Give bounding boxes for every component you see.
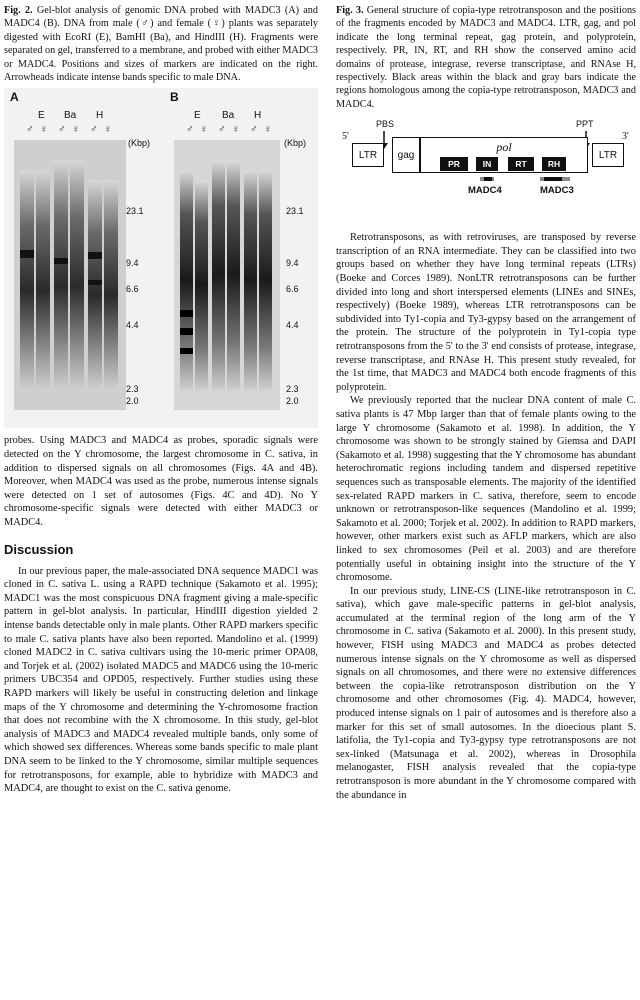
marker-4-4-b: 4.4 (286, 320, 299, 331)
kbp-label-a: (Kbp) (128, 138, 151, 149)
five-prime-label: 5' (342, 131, 349, 143)
right-paragraph-2: We previously reported that the nuclear DNA content of male C. sativa plants is 47 Mbp larger than that of female plants owing to the large Y chromosome (Sakamoto et al. 1998). In addition, the Y chromosome was shown to be strongly stained by Giemsa and DAPI (Sakamoto et al. 1998) suggesting that the Y chromosome has abundant heterochromatic regions including tandem and dispersed repetitive sequences such as transposable elements. The majority of the identified sex-related RAPD markers in C. sativa, therefore, seem to encode unknown or retrotransposon-like sequences (Mandolino et al. 1999; Sakamoto et al. 2000; Torjek et al. 2002). In addition to RAPD markers, however, other markers exist such as AFLP markers, which are also linked to sex chromosomes (Peil et al. 2003) and are therefore potentially useful in obtaining insight into the structure of the Y chromosome. (336, 395, 636, 584)
marker-6-6-a: 6.6 (126, 284, 139, 295)
fig2-text: Gel-blot analysis of genomic DNA probed with MADC3 (A) and MADC4 (B). DNA from male (♂) and female (♀) plants was separately digested with EcoRI (E), BamHI (Ba), and HindIII (H). Fragments were separated on gel, transferred to a membrane, and probed with either MADC3 or MADC4. Positions and sizes of markers are indicated on the right. Arrowheads indicate intense bands specific to male DNA. (4, 5, 318, 84)
left-paragraph-1: probes. Using MADC3 and MADC4 as probes, sporadic signals were detected on the Y chromosome, the largest chromosome in C. sativa, in addition to dispersed signals on all chromosomes (Figs. 4A and 4B). Moreover, when MADC4 was used as the probe, numerous intense signals were detected on 1 set of autosomes (Figs. 4C and 4D). No Y chromosome-specific signals were detected with either MADC3 or MADC4. (4, 435, 318, 528)
lane-label-h-b: H (254, 110, 262, 122)
in-domain: IN (476, 157, 498, 171)
marker-23-1-a: 23.1 (126, 206, 144, 217)
marker-2-3-a: 2.3 (126, 384, 139, 395)
female-symbol: ♀ (200, 124, 208, 136)
marker-6-6-b: 6.6 (286, 284, 299, 295)
marker-2-0-a: 2.0 (126, 396, 139, 407)
lane-label-e-b: E (194, 110, 201, 122)
fig2-caption (4, 4, 318, 84)
male-symbol: ♂ (218, 124, 226, 136)
fig3-text: General structure of copia-type retrotransposon and the positions of the fragments encoded by MADC3 and MADC4. LTR, gag, and pol indicate the long terminal repeat, gag protein, and polyprotein, respectively. PR, IN, RT, and RH show the conserved amino acid domains of protease, integrase, reverse transcriptase, and RNAse H, respectively. Black areas within the black and gray bars indicate the regions homologous among the copia-type retrotransposon, MADC3 and MADC4. (336, 5, 636, 110)
marker-2-0-b: 2.0 (286, 396, 299, 407)
rt-domain: RT (508, 157, 534, 171)
right-paragraph-3: In our previous study, LINE-CS (LINE-like retrotransposon in C. sativa), which gave male-specific patterns in gel-blot analysis, accumulated at the terminal region of the long arm of the Y chromosome in C. sativa (Sakamoto et al. 2000). In this present study, however, FISH using MADC3 and MADC4 as probes detected numerous intense signals on the Y chromosome as well as dispersed signals on all chromosomes, and there were no extensive differences between the copia-like retrotransposon distribution on the Y chromosome and other chromosomes (Fig. 4). MADC4, however, produced intense signals on 1 pair of autosomes and is therefore also a marker for this set of small autosomes. In the dioecious plant S. latifolia, the Ty1-copia and Ty3-gypsy type retrotransposons are not sex-linked (Matsunaga et al. 2002), whereas in Drosophila melanogaster, FISH analysis revealed that the copia-type retrotransposon is more abundant in the Y chromosome compared with the abundance in (336, 585, 636, 801)
ltr-box-right: LTR (592, 143, 624, 167)
three-prime-label: 3' (622, 131, 629, 143)
lane-label-ba-a: Ba (64, 110, 77, 122)
panel-b-label: B (170, 90, 179, 105)
male-symbol: ♂ (58, 124, 66, 136)
marker-9-4-a: 9.4 (126, 258, 139, 269)
pr-domain: PR (440, 157, 468, 171)
fig3-title: Fig. 3. (336, 5, 364, 16)
marker-4-4-a: 4.4 (126, 320, 139, 331)
male-symbol: ♂ (250, 124, 258, 136)
panel-a-label: A (10, 90, 19, 105)
gag-box: gag (392, 137, 420, 173)
ltr-box-left: LTR (352, 143, 384, 167)
marker-2-3-b: 2.3 (286, 384, 299, 395)
retrotransposon-diagram (336, 117, 636, 227)
male-symbol: ♂ (90, 124, 98, 136)
lane-label-e-a: E (38, 110, 45, 122)
pbs-label: PBS (376, 119, 395, 130)
lane-label-ba-b: Ba (222, 110, 235, 122)
gel-panel-b (174, 140, 284, 420)
female-symbol: ♀ (72, 124, 80, 136)
pol-box: pol (420, 137, 588, 173)
marker-23-1-b: 23.1 (286, 206, 304, 217)
right-paragraph-1: Retrotransposons, as with retroviruses, are transposed by reverse transcription of an RNA intermediate. They can be classified into two groups based on whether they have long terminal repeats (LTRs) (Boeke and Corces 1989). NonLTR retrotransposons can be further divided into long and short interspersed elements (LINEs and SINEs, respectively) (Boeke 1989), whereas LTR retrotransposons can be subdivided into Ty1-copia and Ty3-gypsy based on the arrangement of the protein. The structure of the polyprotein in Ty1-copia type retrotransposons from the 5' to the 3' end consists of protease, integrase, reverse transcriptase, and RNAse H. This present study revealed, for the 1st time, that MADC3 and MADC4 both encode fragments of this polyprotein. (336, 232, 636, 393)
lane-label-h-a: H (96, 110, 104, 122)
right-column (336, 4, 636, 802)
gel-panel-a (14, 140, 144, 420)
female-symbol: ♀ (40, 124, 48, 136)
kbp-label-b: (Kbp) (284, 138, 307, 149)
marker-9-4-b: 9.4 (286, 258, 299, 269)
fig3-caption (336, 4, 636, 111)
rh-domain: RH (542, 157, 566, 171)
female-symbol: ♀ (104, 124, 112, 136)
male-symbol: ♂ (186, 124, 194, 136)
fig2-title: Fig. 2. (4, 5, 33, 16)
ppt-label: PPT (576, 119, 594, 130)
discussion-heading: Discussion (4, 541, 74, 557)
female-symbol: ♀ (264, 124, 272, 136)
left-paragraph-2: In our previous paper, the male-associated DNA sequence MADC1 was cloned in C. sativa L. using a RAPD technique (Sakamoto et al. 1995); MADC1 was the most conspicuous DNA fragment giving a male-specific pattern in gel-blot analysis. In particular, HindIII digestion yielded 2 intense bands detectable only in male plants. Other RAPD markers specific to male C. sativa plants have also been reported. Mandolino et al. (1999) cloned MADC2 in C. sativa cultivars using the 10-meric primer OPA08, and Torjek et al. (2002) isolated MADC5 and MADC6 using the 10-meric primers UBC354 and OPD05, respectively. Further studies using these RAPD markers will likely be useful in constructing deletion and linkage maps of the Y chromosome and determining the Y-chromosome fraction that does not recombine with the X chromosome. In this study, gel-blot analysis of MADC3 and MADC4 revealed multiple bands, only some of which showed sex differences. Whereas some bands specific to male plant DNA seem to be linked to the Y chromosome, similar multiple sequences for retrotransposons, for example, able to hybridize with MADC3 and MADC4, are thought to exist on the C. sativa genome. (4, 565, 318, 795)
left-column (4, 4, 318, 796)
madc4-label: MADC4 (468, 185, 502, 197)
female-symbol: ♀ (232, 124, 240, 136)
gel-blot-figure (4, 88, 318, 428)
madc3-label: MADC3 (540, 185, 574, 197)
male-symbol: ♂ (26, 124, 34, 136)
